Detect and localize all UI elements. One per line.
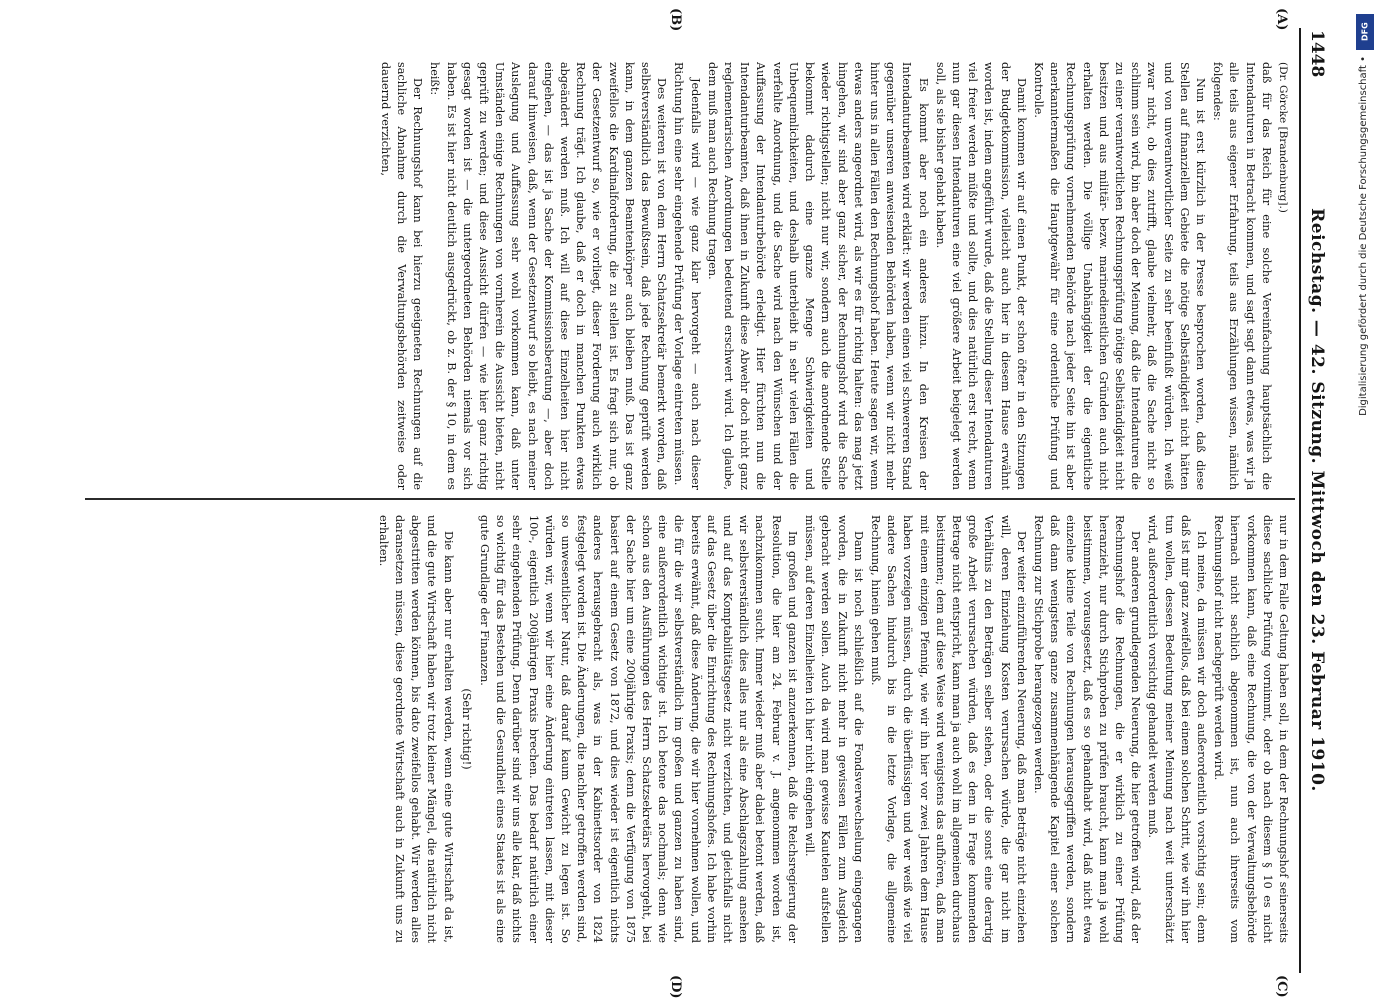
credit-text: Digitalisierung gefördert durch die Deutsche Forschungsgemeinschaft • [1358,56,1369,416]
page-number: 1448 [1307,30,1327,78]
margin-marker-c: (C) [1274,975,1289,998]
header-rule [1299,28,1301,973]
right-column [81,515,1291,943]
paragraph: Der weiter einzuführenden Neuerung, daß man Beträge nicht einziehen will, deren Einziehung Kosten verursachen würde, die gar nicht im Verhältnis zu den Beträgen selber stehen, oder die sonst eine derartig große Arbeit verursachen würden, daß es dem in Frage kommenden Betrage nicht entspricht, kann man ja auch wohl im allgemeinen durchaus beistimmen; dem auf diese Weise wird wenigstens das aufhören, daß man mit einem einzigen Pfennig, wie wir ihn hier vor zwei Jahren dem Hause haben vorzeigen müssen, durch die überflüssigen und wer weiß wie viel andere Sachen hindurch bis in die letzte Vorlage, die allgemeine Rechnung, hinein gehen muß. [868,515,1028,943]
dfg-logo: DFG [1356,14,1374,50]
paragraph: Damit kommen wir auf einen Punkt, der schon öfter in den Sitzungen der Budgetkommission, vielleicht auch hier in diesem Hause erwähnt worden ist, indem angeführt wurde, daß die Stellung dieser Intendanturen viel freier werden müßte und sollte, und dies natürlich erst recht, wenn nun gar diesen Intendanturen eine viel größere Arbeit beigelegt werden soll, als sie bisher gehabt haben. [933,62,1028,490]
speaker-label: (Dr. Görcke [Brandenburg].) [1277,62,1289,213]
paragraph: Ich meine, da müssen wir doch außerordentlich vorsichtig sein; denn daß ist mir ganz zweifellos, daß bei einem solchen Schritt, wie wir ihn hier tun wollen, dessen Bedeutung meiner Meinung nach weit unterschätzt wird, außerordentlich vorsichtig gehandelt werden muß. [1146,515,1208,943]
paragraph: Die kann aber nur erhalten werden, wenn eine gute Wirtschaft da ist, und die gute Wirtschaft haben wir trotz kleiner Mängel, die natürlich nicht abgestritten werden können, bis dato zweifellos gehabt. Wir werden alles daransetzen müssen, diese geordnete Wirtschaft auch in Zukunft uns zu erhalten. [376,515,455,943]
column-divider [85,498,1295,500]
running-title: Reichstag. — 42. Sitzung. Mittwoch den 23. Februar 1910. [1307,208,1327,792]
margin-marker-a: (A) [1274,8,1289,31]
page-header [1301,0,1327,1000]
paragraph: Dann ist noch schließlich auf die Fondsverwechselung eingegangen worden, die in Zukunft nicht mehr in gewissen Fällen zum Ausgleich gebracht werden sollen. Auch da wird man gewisse Kautelen aufstellen müssen, auf deren Einzelheiten ich hier nicht eingehen will. [803,515,865,943]
paragraph: daß für das Reich für eine solche Vereinfachung hauptsächlich die Intendanturen in Betracht kommen, und sagt sagt dann etwas, was wir ja alle teils aus eigener Erfahrung, teils aus Erzählungen wissen, nämlich folgendes: [1211,62,1273,490]
paragraph: Der anderen grundlegenden Neuerung, die hier getroffen wird, daß der Rechnungshof die Rechnungen, die er wirklich zu einer Prüfung heranzieht, nur durch Stichproben zu prüfen braucht, kann man ja wohl beistimmen, vorausgesetzt, daß es so gehandhabt wird, daß nicht etwa einzelne kleine Teile von Rechnungen herausgegriffen werden, sondern daß dann wenigstens ganze zusammenhängende Kapitel einer solchen Rechnung zur Stichprobe herangezogen werden. [1031,515,1143,943]
margin-marker-b: (B) [668,8,683,32]
paragraph: Jedenfalls wird — wie ganz klar hervorgeht — auch nach dieser Richtung hin eine sehr eingehende Prüfung der Vorlage eintreten müssen. [672,62,702,490]
paragraph: Nun ist erst kürzlich in der Presse besprochen worden, daß diese Stellen auf finanziellem Gebiete die nötige Selbständigkeit nicht hätten und von unverantwortlicher Seite zu sehr beeinflußt würden. Ich weiß zwar nicht, ob dies zutrifft, glaube vielmehr, daß die Sache nicht so schlimm sein wird, bin aber doch der Meinung, daß die Intendanturen die zu einer verantwortlichen Rechnungsprüfung nötige Selbständigkeit nicht besitzen und aus militär- bezw. marinedienstlichen Gründen auch nicht erhalten werden. Die völlige Unabhängigkeit der die eigentliche Rechnungsprüfung vornehmenden Behörde nach jeder Seite hin ist aber anerkanntermaßen die Hauptgewähr für eine ordentliche Prüfung und Kontrolle. [1031,62,1207,490]
left-column [81,62,1291,490]
paragraph: nur in dem Falle Geltung haben soll, in dem der Rechnungshof seinerseits diese sachliche Prüfung vornimmt, oder ob nach diesem § 10 es nicht vorkommen kann, daß eine Rechnung, die von der Verwaltungsbehörde hiernach nicht sachlich abgenommen ist, nun auch ihrerseits vom Rechnungshof nicht nachgeprüft werden wird. [1212,515,1290,943]
paragraph: Des weiteren ist von dem Herrn Schatzsekretär bemerkt worden, daß selbstverständlich das Bewußtsein, daß jede Rechnung geprüft werden kann, in dem ganzen Beamtenkörper auch bleiben muß. Das ist ganz zweifellos die Kardinalforderung, die zu stellen ist. Es fragt sich nur, ob der Gesetzentwurf so, wie er vorliegt, dieser Forderung auch wirklich Rechnung trägt. Ich glaube, daß er doch in manchen Punkten etwas abgeändert werden muß. Ich will auf diese Einzelheiten hier nicht eingehen, — das ist ja Sache der Kommissionsberatung —, aber doch darauf hinweisen, daß, wenn der Gesetzentwurf so bleibt, es nach meiner Auslegung und Auffassung sehr wohl vorkommen kann, daß unter Umständen einige Rechnungen von vornherein die Aussicht bieten, nicht geprüft zu werden; und diese Aussicht dürfen — wie hier ganz richtig gesagt worden ist — die untergeordneten Behörden niemals vor sich haben. Es ist hier nicht deutlich ausgedrückt, ob z. B. der § 10, in dem es heißt: [428,62,669,490]
paragraph: Im großen und ganzen ist anzuerkennen, daß die Reichsregierung der Resolution, die hier am 24. Februar v. J. angenommen worden ist, nachzukommen sucht. Immer wieder muß aber dabei betont werden, daß wir selbstverständlich dies alles nur als eine Abschlagszahlung ansehen und auf das Komptabilitätsgesetz nicht verzichten, und gleichfalls nicht auf das Gesetz über die Einrichtung des Rechnungshofes. Ich habe vorhin bereits erwähnt, daß diese Änderung, die wir hier vornehmen wollen, und die für die wir selbstverständlich im großen und ganzen zu haben sind, eine außerordentlich wichtige ist. Ich betone das nochmals; denn wie schon aus den Ausführungen des Herrn Schatzsekretärs hervorgeht, bei der Sache hier um eine 200jährige Praxis; denn die Verfügung von 1875 basiert auf einem Gesetz von 1872, und dies wieder ist eigentlich nichts anderes herausgebracht als, was in der Kabinettsorder von 1824 festgelegt worden ist. Die Änderungen, die nachher getroffen werden sind, so unwesentlicher Natur, daß darauf kaum Gewicht zu legen ist. So würden wir, wenn wir hier eine Änderung eintreten lassen, mit dieser 100-, eigentlich 200jährigen Praxis brechen. Das bedarf natürlich einer sehr eingehenden Prüfung. Denn darüber sind wir uns alle klar, daß nichts so wichtig für das Bestehen und die Gesundheit eines Staates ist als eine gute Grundlage der Finanzen. [478,515,799,943]
credit-strip [1354,8,1376,958]
applause-note: (Sehr richtig!) [459,688,473,770]
quoted-paragraph: Der Rechnungshof kann bei hierzu geeigneten Rechnungen auf die sachliche Abnahme durch die Verwaltungsbehörden zeitweise oder dauernd verzichten, [378,62,425,490]
margin-marker-d: (D) [668,975,683,999]
paragraph: Es kommt aber noch ein anderes hinzu. In den Kreisen der Intendanturbeamten wird erklärt: wir werden einen viel schwereren Stand gegenüber unseren anweisenden Behörden haben, wenn wir nicht mehr hinter uns in allen Fällen den Rechnungshof haben. Heute sagen wir, wenn etwas anders angeordnet wird, als wir es für richtig halten: das mag jetzt hingehen, wir sind aber ganz sicher, der Rechnungshof wird die Sache wieder richtigstellen; nicht nur wir, sondern auch die anordnende Stelle bekommt dadurch eine ganze Menge Schwierigkeiten und Unbequemlichkeiten, und deshalb unterbleibt in sehr vielen Fällen die verfehlte Anordnung, und die Sache wird nach den Wünschen und der Auffassung der Intendanturbehörde erledigt. Hier fürchten nun die Intendanturbeamten, daß ihnen in Zukunft diese Abwehr doch nicht ganz reglementarischen Anordnungen bedeutend erschwert wird. Ich glaube, dem muß man auch Rechnung tragen. [705,62,930,490]
